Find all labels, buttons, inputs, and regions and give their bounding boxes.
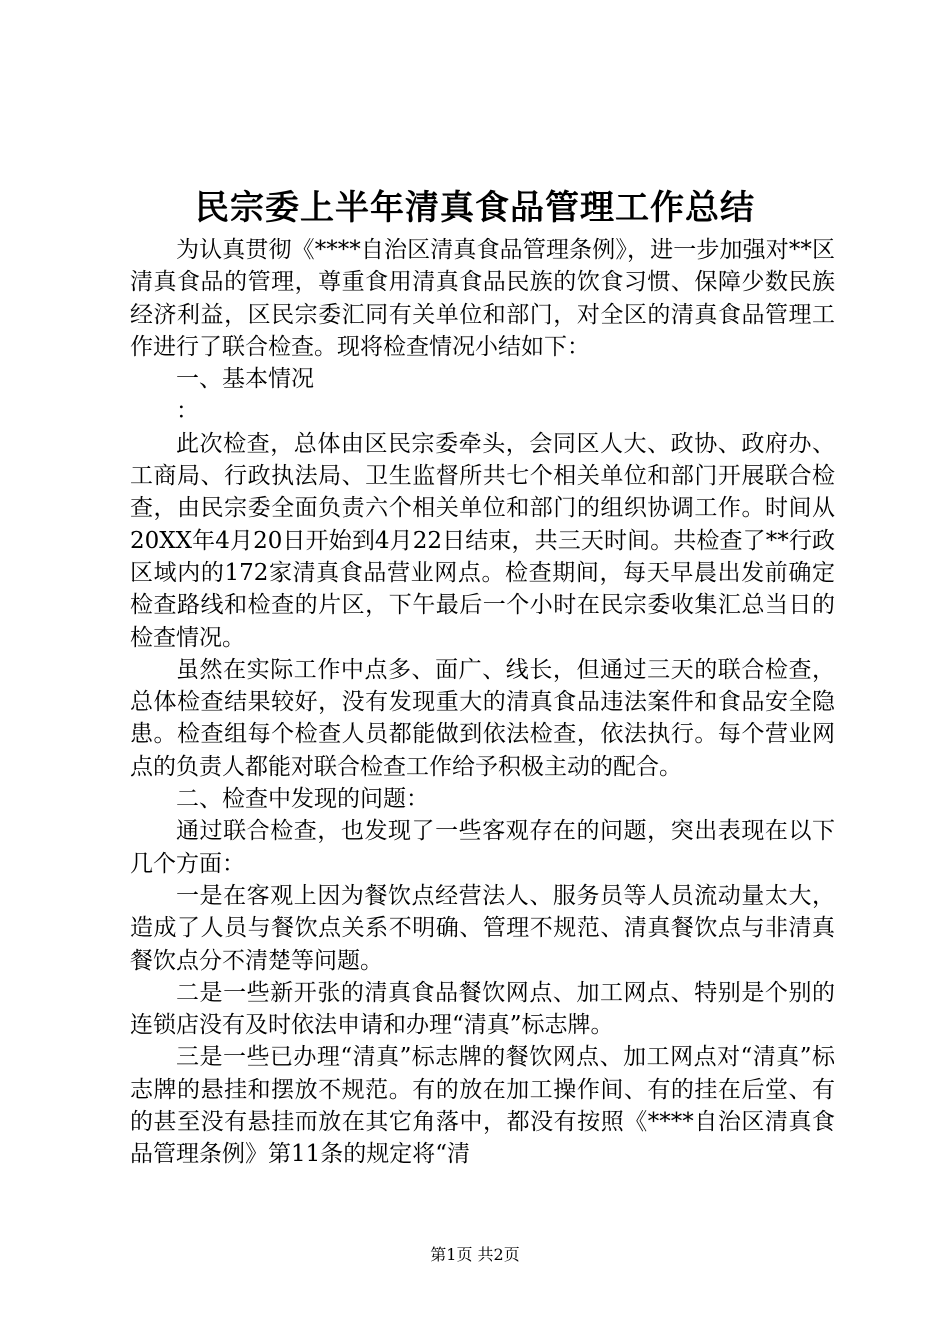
page-footer: 第1页 共2页 [430, 1245, 520, 1264]
paragraph-problems-intro: 通过联合检查，也发现了一些客观存在的问题，突出表现在以下几个方面： [130, 818, 835, 877]
section-heading-problems: 二、检查中发现的问题： [176, 786, 429, 813]
section-heading-basic-situation: 一、基本情况 [176, 366, 314, 393]
paragraph-problem-one: 一是在客观上因为餐饮点经营法人、服务员等人员流动量太大，造成了人员与餐饮点关系不明确、管理不规范、清真餐饮点与非清真餐饮点分不清楚等问题。 [130, 882, 835, 974]
paragraph-intro: 为认真贯彻《****自治区清真食品管理条例》，进一步加强对**区清真食品的管理，尊重食用清真食品民族的饮食习惯、保障少数民族经济利益，区民宗委汇同有关单位和部门，对全区的清真食品管理工作进行了联合检查。现将检查情况小结如下： [130, 237, 835, 360]
paragraph-problem-three: 三是一些已办理“清真”标志牌的餐饮网点、加工网点对“清真”标志牌的悬挂和摆放不规范。有的放在加工操作间、有的挂在后堂、有的甚至没有悬挂而放在其它角落中，都没有按照《****自治区清真食品管理条例》第11条的规定将“清 [130, 1044, 835, 1168]
document-body [130, 234, 835, 1171]
paragraph-inspection-result: 虽然在实际工作中点多、面广、线长，但通过三天的联合检查，总体检查结果较好，没有发现重大的清真食品违法案件和食品安全隐患。检查组每个检查人员都能做到依法检查，依法执行。每个营业网点的负责人都能对联合检查工作给予积极主动的配合。 [130, 656, 835, 780]
paragraph-problem-two: 二是一些新开张的清真食品餐饮网点、加工网点、特别是个别的连锁店没有及时依法申请和办理“清真”标志牌。 [130, 979, 835, 1039]
paragraph-colon: ： [176, 398, 199, 425]
paragraph-inspection-overview: 此次检查，总体由区民宗委牵头，会同区人大、政协、政府办、工商局、行政执法局、卫生监督所共七个相关单位和部门开展联合检查，由民宗委全面负责六个相关单位和部门的组织协调工作。时间从20XX年4月20日开始到4月22日结束，共三天时间。共检查了**行政区域内的172家清真食品营业网点。检查期间，每天早晨出发前确定检查路线和检查的片区，下午最后一个小时在民宗委收集汇总当日的检查情况。 [130, 430, 835, 651]
document-title: 民宗委上半年清真食品管理工作总结 [195, 188, 755, 228]
